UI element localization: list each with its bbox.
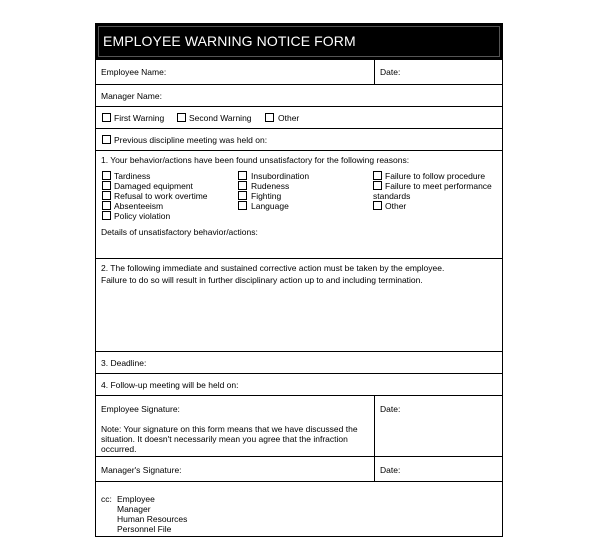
reasons-heading: 1. Your behavior/actions have been found unsatisfactory for the following reasons: <box>101 155 410 165</box>
warning-notice-form <box>95 23 503 537</box>
details-label: Details of unsatisfactory behavior/actions: <box>101 227 258 237</box>
first-warning-label: First Warning <box>114 113 165 123</box>
rudeness-checkbox[interactable] <box>238 181 247 190</box>
cc-employee: Employee <box>117 494 155 504</box>
followup-row <box>96 373 502 395</box>
manager-name-label: Manager Name: <box>101 91 162 101</box>
section-corrective-action <box>96 258 502 351</box>
cc-label: cc: <box>101 494 112 504</box>
failure-performance-label-cont: standards <box>373 191 411 201</box>
previous-meeting-row <box>96 128 502 150</box>
failure-procedure-label: Failure to follow procedure <box>385 171 486 181</box>
fighting-label: Fighting <box>251 191 282 201</box>
form-title: EMPLOYEE WARNING NOTICE FORM <box>98 26 500 57</box>
warning-type-row <box>96 106 502 128</box>
employee-name-label: Employee Name: <box>101 67 167 77</box>
policy-violation-checkbox[interactable] <box>102 211 111 220</box>
cc-personnel-file: Personnel File <box>117 524 172 534</box>
corrective-action-line1: 2. The following immediate and sustained corrective action must be taken by the employee. <box>101 263 445 273</box>
insubordination-label: Insubordination <box>251 171 310 181</box>
damaged-equipment-label: Damaged equipment <box>114 181 193 191</box>
employee-signature-row <box>96 395 502 456</box>
tardiness-checkbox[interactable] <box>102 171 111 180</box>
second-warning-label: Second Warning <box>189 113 252 123</box>
rudeness-label: Rudeness <box>251 181 290 191</box>
managers-signature-label: Manager's Signature: <box>101 465 182 475</box>
followup-label: 4. Follow-up meeting will be held on: <box>101 380 239 390</box>
absenteeism-checkbox[interactable] <box>102 201 111 210</box>
failure-performance-label: Failure to meet performance <box>385 181 492 191</box>
fighting-checkbox[interactable] <box>238 191 247 200</box>
tardiness-label: Tardiness <box>114 171 151 181</box>
policy-violation-label: Policy violation <box>114 211 171 221</box>
cc-human-resources: Human Resources <box>117 514 188 524</box>
other-reason-checkbox[interactable] <box>373 201 382 210</box>
other-warning-checkbox[interactable] <box>265 113 274 122</box>
employee-signature-label: Employee Signature: <box>101 404 180 414</box>
manager-signature-row <box>96 456 502 481</box>
cc-manager: Manager <box>117 504 151 514</box>
employee-name-row <box>96 59 502 84</box>
form-title-bar <box>96 24 502 59</box>
refusal-overtime-checkbox[interactable] <box>102 191 111 200</box>
cc-row <box>96 481 502 536</box>
refusal-overtime-label: Refusal to work overtime <box>114 191 208 201</box>
second-warning-checkbox[interactable] <box>177 113 186 122</box>
damaged-equipment-checkbox[interactable] <box>102 181 111 190</box>
previous-meeting-checkbox[interactable] <box>102 135 111 144</box>
divider <box>374 396 375 456</box>
first-warning-checkbox[interactable] <box>102 113 111 122</box>
language-checkbox[interactable] <box>238 201 247 210</box>
previous-meeting-label: Previous discipline meeting was held on: <box>114 135 268 145</box>
failure-procedure-checkbox[interactable] <box>373 171 382 180</box>
date-label: Date: <box>380 67 401 77</box>
language-label: Language <box>251 201 289 211</box>
other-reason-label: Other <box>385 201 407 211</box>
manager-name-row <box>96 84 502 106</box>
other-warning-label: Other <box>278 113 300 123</box>
deadline-label: 3. Deadline: <box>101 358 147 368</box>
signature-note: Note: Your signature on this form means that we have discussed the situation. It doesn't necessarily mean you agree that the infraction occurred. <box>101 424 358 454</box>
insubordination-checkbox[interactable] <box>238 171 247 180</box>
corrective-action-line2: Failure to do so will result in further disciplinary action up to and including termination. <box>101 275 423 285</box>
divider <box>374 457 375 481</box>
employee-signature-date-label: Date: <box>380 404 401 414</box>
divider <box>374 60 375 84</box>
deadline-row <box>96 351 502 373</box>
failure-performance-checkbox[interactable] <box>373 181 382 190</box>
manager-signature-date-label: Date: <box>380 465 401 475</box>
absenteeism-label: Absenteeism <box>114 201 164 211</box>
section-reasons <box>96 150 502 258</box>
